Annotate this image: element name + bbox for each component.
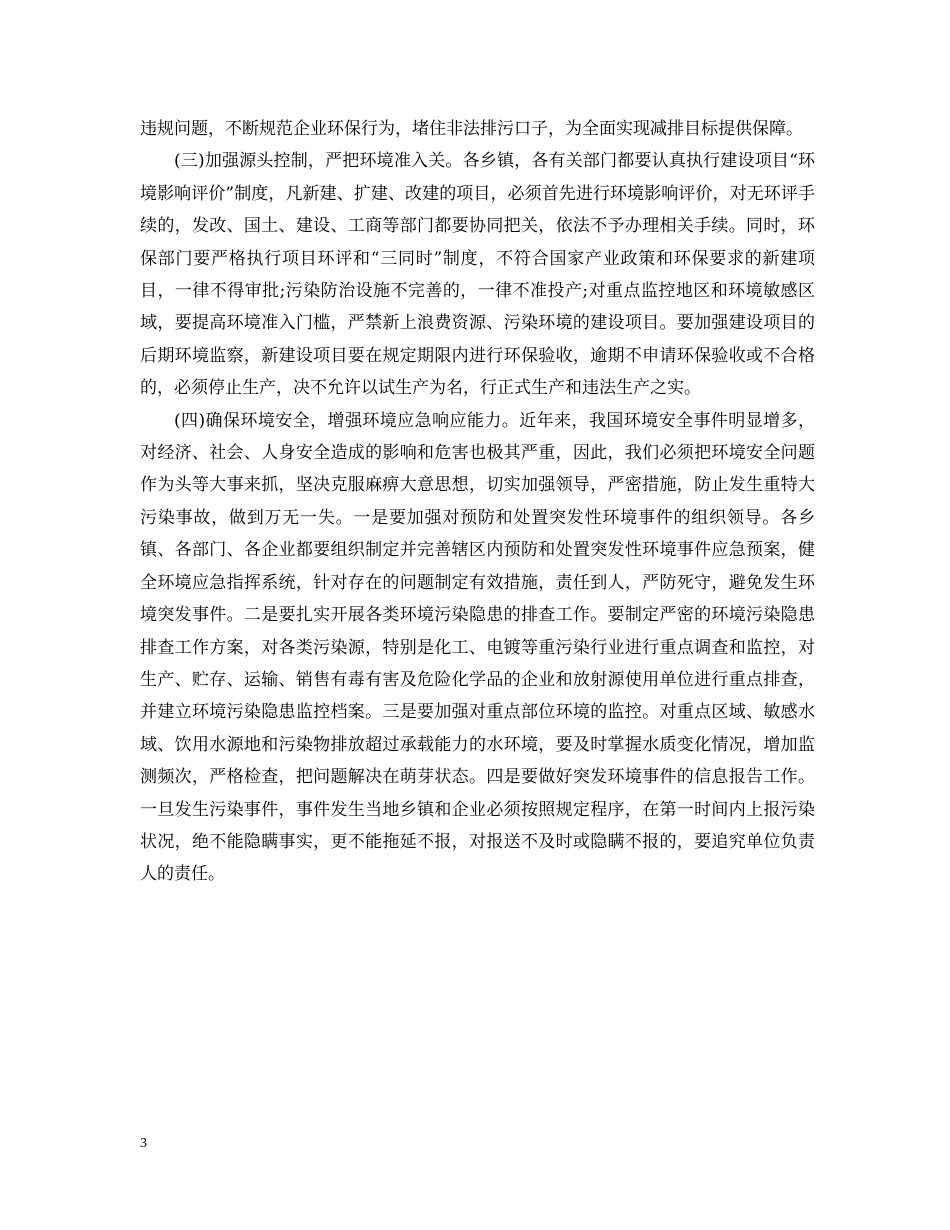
paragraph-section-4: (四)确保环境安全，增强环境应急响应能力。近年来，我国环境安全事件明显增多，对经济、社会、人身安全造成的影响和危害也极其严重，因此，我们必须把环境安全问题作为头等大事来抓，坚决克服麻痹大意思想，切实加强领导，严密措施，防止发生重特大污染事故，做到万无一失。一是要加强对预防和处置突发性环境事件的组织领导。各乡镇、各部门、各企业都要组织制定并完善辖区内预防和处置突发性环境事件应急预案，健全环境应急指挥系统，针对存在的问题制定有效措施，责任到人，严防死守，避免发生环境突发事件。二是要扎实开展各类环境污染隐患的排查工作。要制定严密的环境污染隐患排查工作方案，对各类污染源，特别是化工、电镀等重污染行业进行重点调查和监控，对生产、贮存、运输、销售有毒有害及危险化学品的企业和放射源使用单位进行重点排查，并建立环境污染隐患监控档案。三是要加强对重点部位环境的监控。对重点区域、敏感水域、饮用水源地和污染物排放超过承载能力的水环境，要及时掌握水质变化情况，增加监测频次，严格检查，把问题解决在萌芽状态。四是要做好突发环境事件的信息报告工作。一旦发生污染事件，事件发生当地乡镇和企业必须按照规定程序，在第一时间内上报污染状况，绝不能隐瞒事实，更不能拖延不报，对报送不及时或隐瞒不报的，要追究单位负责人的责任。 — [140, 410, 815, 885]
page-number: 3 — [140, 1136, 147, 1151]
document-body — [140, 113, 815, 891]
paragraph-section-3: (三)加强源头控制，严把环境准入关。各乡镇，各有关部门都要认真执行建设项目“环境影响评价”制度，凡新建、扩建、改建的项目，必须首先进行环境影响评价，对无环评手续的，发改、国土、建设、工商等部门都要协同把关，依法不予办理相关手续。同时，环保部门要严格执行项目环评和“三同时”制度，不符合国家产业政策和环保要求的新建项目，一律不得审批;污染防治设施不完善的，一律不准投产;对重点监控地区和环境敏感区域，要提高环境准入门槛，严禁新上浪费资源、污染环境的建设项目。要加强建设项目的后期环境监察，新建设项目要在规定期限内进行环保验收，逾期不申请环保验收或不合格的，必须停止生产，决不允许以试生产为名，行正式生产和违法生产之实。 — [140, 151, 815, 399]
paragraph-continuation: 违规问题，不断规范企业环保行为，堵住非法排污口子，为全面实现减排目标提供保障。 — [140, 119, 803, 139]
